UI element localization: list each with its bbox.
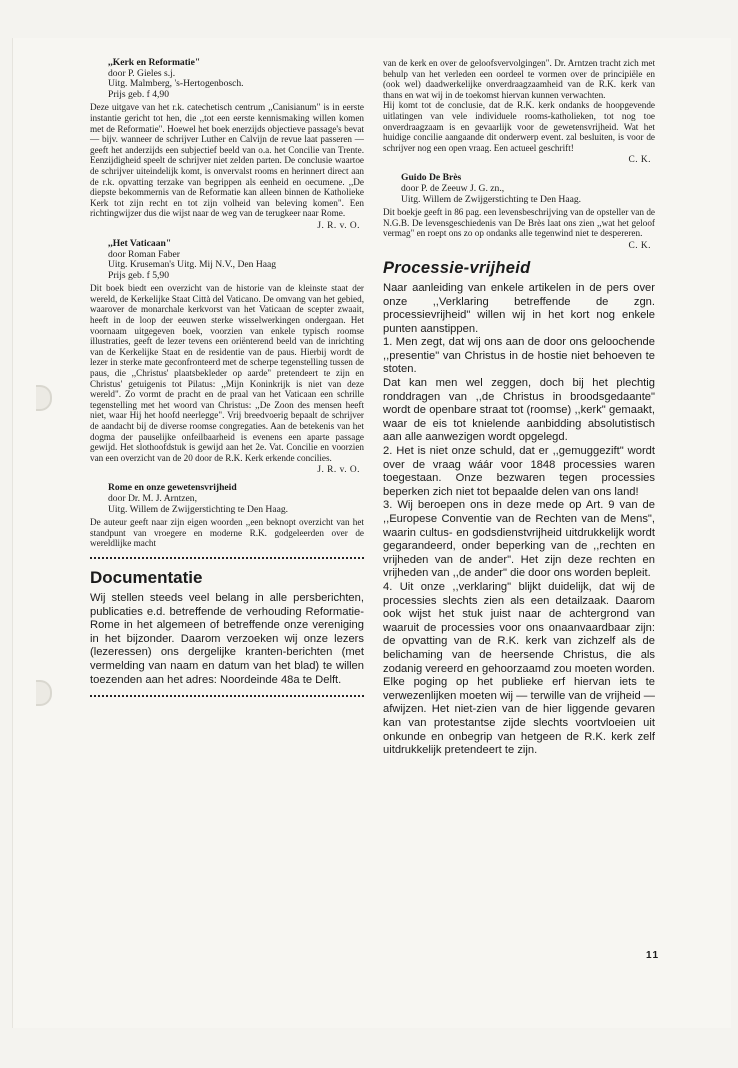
review-publisher: Uitg. Willem de Zwijgerstichting te Den Haag.: [401, 193, 582, 205]
review-price: Prijs geb. f 5,90: [108, 269, 170, 281]
processie-paragraph: Naar aanleiding van enkele artikelen in de pers over onze ,,Verklaring betreffende de zgn. processievrijheid" willen wij in het kort nog enkele punten aanstippen.: [383, 281, 655, 335]
review-publisher: Uitg. Malmberg, 's-Hertogenbosch.: [108, 78, 244, 90]
processie-paragraph: 3. Wij beroepen ons in deze mede op Art. 9 van de ,,Europese Conventie van de Rechten van de Mens", waarin cultus- en godsdienstvrijheid uitdrukkelijk wordt gegarandeerd, onder beperking van de ,,rechten en vrijheden van de ander". Het zijn deze rechten en vrijheden van ,,de ander" die door ons worden bepleit.: [383, 499, 655, 580]
review-title: ,,Het Vaticaan": [108, 237, 172, 249]
review-author: door Roman Faber: [108, 248, 180, 260]
review-price: Prijs geb. f 4,90: [108, 88, 170, 100]
dotted-divider: [90, 695, 364, 700]
review-header: [108, 58, 364, 100]
processie-paragraph: 2. Het is niet onze schuld, dat er ,,gemuggezift" wordt over de vraag wáár voor 1848 processies waren toegestaan. Onze bezwaren tegen processies beperken zich niet tot bepaalde delen van ons land!: [383, 445, 655, 498]
page-number: 11: [646, 950, 660, 961]
review-publisher: Uitg. Willem de Zwijgerstichting te Den Haag.: [108, 503, 289, 515]
review-signature: J. R. v. O.: [317, 465, 360, 476]
review-text: Dit boekje geeft in 86 pag. een levensbeschrijving van de opsteller van de N.G.B. De levensgeschiedenis van De Brès laat ons zien ,,wat het geloof vermag" en roept ons zo op ondanks alle tegenwind niet te despereren.: [383, 207, 655, 239]
review-signature: C. K.: [628, 240, 651, 251]
review-text: De auteur geeft naar zijn eigen woorden ,,een beknopt overzicht van het standpunt van vroegere en moderne R.K. godgeleerden over de wereldlijke macht: [90, 517, 364, 549]
review-text-continued: van de kerk en over de geloofsvervolgingen". Dr. Arntzen tracht zich met behulp van het verleden een oordeel te vormen over de principiële en (ook wel) daadwerkelijke onverdraagzaamheid van de R.K. kerk van thans en wat wij in de toekomst hiervan kunnen verwachten. Hij komt tot de conclusie, dat de R.K. kerk ondanks de hoopgevende uitlatingen van vele individuele rooms-katholieken, tot nog toe onverdraagzaam is en gevaarlijk voor de gewetensvrijheid. Wat het huidige concilie aangaande dit onderwerp event. zal besluiten, is voor de schrijver nog een open vraag. Een actueel geschrift!: [383, 58, 655, 153]
left-column: [90, 58, 364, 704]
review-header: [401, 173, 655, 205]
review-text: Dit boek biedt een overzicht van de historie van de kleinste staat der wereld, de Kerkelijke Staat Città del Vaticano. De omvang van het gebied, waarover de monarchale kerkvorst van het Vaticaan de scepter zwaait, heeft in de loop der eeuwen sterke wisselwerkingen ondergaan. Het voornaam uitgegeven boek, voorzien van enkele typisch roomse illustraties, geeft de lezer tevens een oriënterend beeld van de inrichting van de Kerkelijke Staat en de residentie van de paus. Hierbij wordt de lezer in sterke mate geconfronteerd met de scherpe tegenstelling tussen de paus, die ,,Christus' plaatsbekleder op aarde" pretendeert te zijn en Christus' getuigenis tot Pilatus: ,,Mijn Koninkrijk is niet van deze wereld". Zo vormt de pracht en de praal van het Vaticaan een schrille tegenstelling met het woord van Christus: ,,De Zoon des mensen heeft niet, waar Hij het hoofd neerlegge". Vrij breedvoerig bepaalt de schrijver de aandacht bij de diverse roomse congregaties. Aan de betekenis van het dogma der pauselijke onfeilbaarheid is evenens een aparte passage gewijd. Het slothoofdstuk is gewijd aan het 2e. Vat. Concilie en voorzien van een overzicht van de 20 door de R.K. Kerk erkende concilies.: [90, 283, 364, 463]
review-title: Guido De Brès: [401, 172, 462, 184]
review-author: door P. Gieles s.j.: [108, 67, 176, 79]
review-title: ,,Kerk en Reformatie": [108, 57, 201, 68]
review-author: door P. de Zeeuw J. G. zn.,: [401, 182, 505, 194]
documentatie-heading: Documentatie: [90, 567, 203, 587]
processie-paragraph: 1. Men zegt, dat wij ons aan de door ons geloochende ,,presentie" van Christus in de hostie niet behoeven te stoten. Dat kan men wel zeggen, doch bij het plechtig ronddragen van ,,de Christus in broodsgedaante" wordt de openbare straat tot (roomse) ,,kerk" gemaakt, waar de eis tot knielende aanbidding absolutistisch aan alle aanwezigen wordt opgelegd.: [383, 336, 655, 444]
review-signature: J. R. v. O.: [317, 220, 360, 231]
processie-heading: Processie-vrijheid: [383, 258, 531, 277]
processie-paragraph: 4. Uit onze ,,verklaring" blijkt duidelijk, dat wij de processies slechts zien als een detailzaak. Daarom ook wijst het stuk juist naar de achtergrond van waaruit de processies voor ons onaanvaardbaar zijn: de opvatting van de R.K. kerk van zichzelf als de belichaming van de heersende Christus, die als zodanig vereerd en gehoorzaamd zou moeten worden. Elke poging op het publieke erf hiervan iets te verwezenlijken moeten wij — terwille van de vrijheid — afwijzen. Het niet-zien van de hier liggende gevaren kan van protestantse zijde slechts voortvloeien uit onkunde en onbegrip van hetgeen de R.K. kerk zelf uitdrukkelijk pretendeert te zijn.: [383, 580, 655, 757]
review-title: Rome en onze gewetensvrijheid: [108, 482, 237, 494]
dotted-divider: [90, 557, 364, 562]
right-column: [383, 58, 655, 758]
review-header: [108, 483, 364, 515]
review-signature: C. K.: [628, 155, 651, 166]
review-header: [108, 239, 364, 281]
review-publisher: Uitg. Kruseman's Uitg. Mij N.V., Den Haag: [108, 259, 277, 271]
documentatie-text: Wij stellen steeds veel belang in alle persberichten, publicaties e.d. betreffende de verhouding Reformatie-Rome in het algemeen of betreffende onze vereniging in het bijzonder. Daarom verzoeken wij onze lezers (lezeressen) ons dergelijke kranten-berichten (met vermelding van naam en datum van het blad) te willen toezenden aan het adres: Noordeinde 48a te Delft.: [90, 591, 364, 686]
review-author: door Dr. M. J. Arntzen,: [108, 492, 197, 504]
review-text: Deze uitgave van het r.k. catechetisch centrum ,,Canisianum" is in eerste instantie gericht tot hen, die ,,tot een eerste kennismaking willen komen met de Reformatie". Hoewel het boek enerzijds objectieve passage's bevat — bijv. wanneer de schrijver Luther en Calvijn de revue laat passeren — geeft het anderzijds een subjectief beeld van o.a. het Concilie van Trente. Eenzijdigheid speelt de schrijver niet zelden parten. De conclusie waartoe de schrijver uiteindelijk komt, is onvervalst rooms en herinnert direct aan de r.k. opvatting terzake van begrippen als eenheid en oecumene. ,,De diepste bekommernis van de Reformatie kan alleen binnen de Katholieke Kerk tot zijn recht en tot zijn volheid van beleving komen". Een richtingwijzer dus die wijst naar de weg van de terugkeer naar Rome.: [90, 102, 364, 219]
